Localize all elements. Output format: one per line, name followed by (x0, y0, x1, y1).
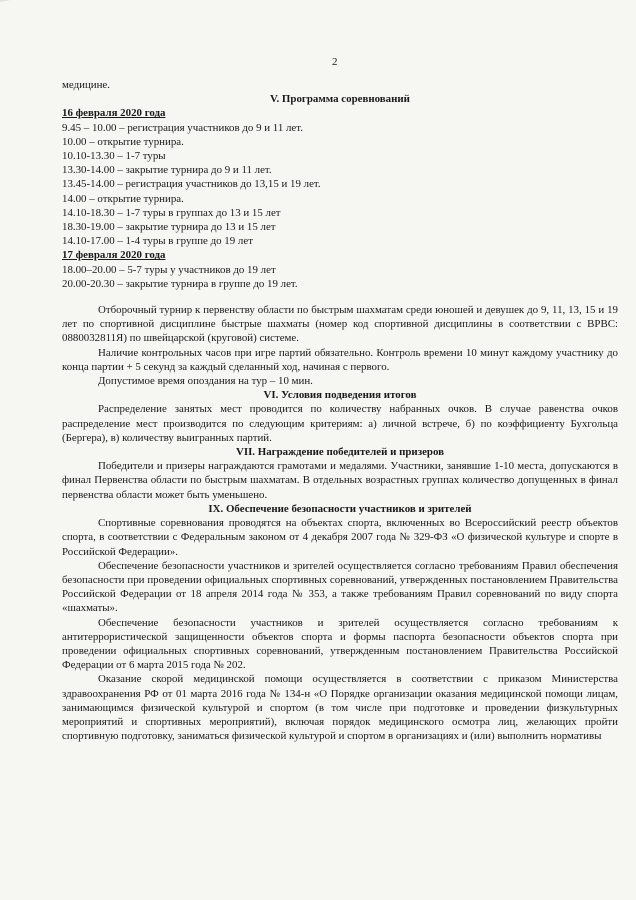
schedule-item: 14.10-17.00 – 1-4 туры в группе до 19 лет (62, 235, 253, 248)
paragraph: Отборочный турнир к первенству области по быстрым шахматам среди юношей и девушек до 9, 11, 13, 15 и 19 лет по спортивной дисциплине быстрые шахматы (номер код спортивной дисциплины в соответствии с ВРВС: 0880032811Я) по швейцарской (круговой) системе. (62, 304, 618, 345)
paragraph: Обеспечение безопасности участников и зрителей осуществляется согласно требованиям Правил обеспечения безопасности при проведении официальных спортивных соревнований, утвержденных постановлением Правительства Российской Федерации от 18 апреля 2014 года № 353, а также требованиям Правил соревнований по виду спорта «шахматы». (62, 559, 618, 615)
schedule-item: 14.10-18.30 – 1-7 туры в группах до 13 и 15 лет (62, 206, 281, 219)
paragraph: Оказание скорой медицинской помощи осуществляется в соответствии с приказом Министерства здравоохранения РФ от 01 марта 2016 года № 134-н «О Порядке организации оказания медицинской помощи лицам, занимающимся физической культурой и спортом (в том числе при подготовке и проведении физкультурных мероприятий и спортивных мероприятий), включая порядок медицинского осмотра лиц, желающих пройти спортивную подготовку, заниматься физической культурой и спортом в организациях и (или) выполнить нормативы (62, 673, 618, 743)
paragraph: Распределение занятых мест проводится по количеству набранных очков. В случае равенства очков распределение мест производится по следующим критериям: а) личной встрече, б) по коэффициенту Бухгольца (Бергера), в) количеству выигранных партий. (62, 403, 618, 444)
scan-artifact (0, 0, 197, 2)
schedule-item: 10.10-13.30 – 1-7 туры (62, 150, 166, 163)
schedule-item: 18.00–20.00 – 5-7 туры у участников до 19 лет (62, 263, 276, 276)
paragraph: Спортивные соревнования проводятся на объектах спорта, включенных во Всероссийский реестр объектов спорта, в соответствии с Федеральным законом от 4 декабря 2007 года № 329-ФЗ «О физической культуре и спорте в Российской Федерации». (62, 517, 618, 558)
section-7-title: VII. Награждение победителей и призеров (235, 446, 445, 459)
schedule-item: 13.30-14.00 – закрытие турнира до 9 и 11 лет. (62, 164, 272, 177)
document-body (62, 78, 618, 743)
schedule-item: 13.45-14.00 – регистрация участников до 13,15 и 19 лет. (62, 178, 321, 191)
schedule-item: 10.00 – открытие турнира. (62, 135, 184, 148)
schedule-day-2 (62, 248, 618, 291)
paragraph: Победители и призеры награждаются грамотами и медалями. Участники, занявшие 1-10 места, допускаются в финал Первенства области по быстрым шахматам. В отдельных возрастных группах количество допущенных в финал первенства области может быть уменьшено. (62, 460, 618, 501)
schedule-item: 20.00-20.30 – закрытие турнира в группе до 19 лет. (62, 277, 298, 290)
paragraph: Обеспечение безопасности участников и зрителей осуществляется согласно требованиям к антитеррористической защищенности объектов спорта и формы паспорта безопасности объектов спорта при проведении официальных спортивных соревнований, утвержденным постановлением Правительства Российской Федерации от 6 марта 2015 года № 202. (62, 616, 618, 672)
schedule-item: 18.30-19.00 – закрытие турнира до 13 и 15 лет (62, 221, 276, 234)
paragraph: Наличие контрольных часов при игре партий обязательно. Контроль времени 10 минут каждому участнику до конца партии + 5 секунд за каждый сделанный ход, начиная с первого. (62, 346, 618, 373)
schedule-item: 14.00 – открытие турнира. (62, 192, 184, 205)
schedule-item: 9.45 – 10.00 – регистрация участников до 9 и 11 лет. (62, 121, 303, 134)
page-number: 2 (332, 56, 338, 68)
intro-tail: медицине. (62, 79, 110, 91)
paragraph: Допустимое время опоздания на тур – 10 мин. (98, 375, 313, 388)
schedule-day-1 (62, 106, 618, 248)
section-5-title: V. Программа соревнований (270, 93, 410, 106)
schedule-date: 16 февраля 2020 года (62, 107, 166, 120)
section-9-title: IX. Обеспечение безопасности участников и зрителей (208, 502, 472, 515)
schedule-date: 17 февраля 2020 года (62, 249, 166, 262)
section-6-title: VI. Условия подведения итогов (263, 389, 417, 402)
